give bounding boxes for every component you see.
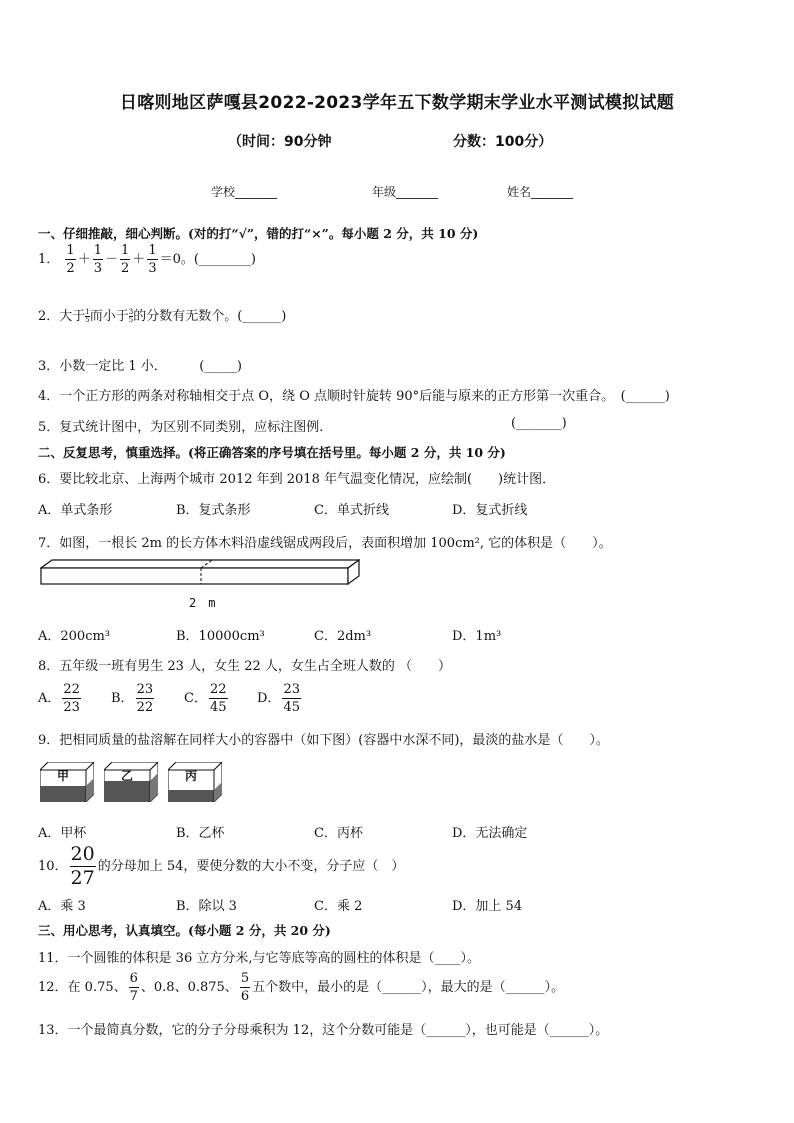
q8-fraction-b: $\frac{23}{22}$ xyxy=(136,682,154,715)
score-label: 分数：100分） xyxy=(453,134,553,150)
q2-text-a: 2．大于 xyxy=(38,309,86,324)
q1-fraction-4: $\frac{1}{3}$ xyxy=(148,243,157,276)
grade-field[interactable]: 年级_______ xyxy=(372,185,439,199)
cup-label-yi: 乙 xyxy=(121,769,134,783)
q5-blank[interactable]: (_______) xyxy=(511,416,567,431)
question-10 xyxy=(38,845,404,888)
question-8: 8．五年级一班有男生 23 人，女生 22 人，女生占全班人数的 （ ） xyxy=(38,659,452,674)
question-9: 9．把相同质量的盐溶解在同样大小的容器中（如下图）(容器中水深不同)，最淡的盐水是（ ）。 xyxy=(38,733,609,748)
q1-number: 1． xyxy=(38,252,60,267)
q1-fraction-3: $\frac{1}{2}$ xyxy=(121,243,130,276)
question-7: 7．如图，一根长 2m 的长方体木料沿虚线锯成两段后，表面积增加 100cm², 它的体积是（ ）。 xyxy=(38,536,612,551)
q8-option-d[interactable]: D． $\frac{23}{45}$ xyxy=(257,682,300,715)
q2-text-c: 的分数有无数个。(______) xyxy=(133,309,287,324)
q8-option-a[interactable]: A． $\frac{22}{23}$ xyxy=(38,682,80,715)
question-13: 13．一个最简真分数，它的分子分母乘积为 12，这个分数可能是（______），也可能是（______）。 xyxy=(38,1023,609,1038)
q8-fraction-c: $\frac{22}{45}$ xyxy=(209,682,227,715)
q10-fraction: $\frac{20}{27}$ xyxy=(70,843,95,889)
q8-fraction-a: $\frac{22}{23}$ xyxy=(63,682,80,715)
q7-option-a[interactable]: A．200cm³ xyxy=(38,629,111,644)
section-3-heading: 三、用心思考，认真填空。(每小题 2 分，共 20 分) xyxy=(38,923,331,938)
section-1-heading: 一、仔细推敲，细心判断。(对的打“√”，错的打“×”。每小题 2 分，共 10 分) xyxy=(38,226,479,241)
q10-option-a[interactable]: A．乘 3 xyxy=(38,899,86,914)
q1-fraction-1: $\frac{1}{2}$ xyxy=(66,243,75,276)
q8-option-b[interactable]: B． $\frac{23}{22}$ xyxy=(111,682,154,715)
q12-fraction-2: $\frac{5}{6}$ xyxy=(240,971,250,1004)
q1-tail: ＝0。(________) xyxy=(159,252,257,267)
question-1: 1． $\frac{1}{2}$ ＋ $\frac{1}{3}$ － $\frac{1}{2}$ ＋ $\frac{1}{3}$ ＝0。(________) xyxy=(38,243,257,276)
question-5: 5．复式统计图中，为区别不同类别，应标注图例. xyxy=(38,420,324,435)
question-11: 11．一个圆锥的体积是 36 立方分米,与它等底等高的圆柱的体积是（____）。 xyxy=(38,951,480,966)
q10-number: 10． xyxy=(38,859,68,874)
question-4: 4．一个正方形的两条对称轴相交于点 O，绕 O 点顺时针旋转 90°后能与原来的正方形第一次重合。 (______) xyxy=(38,389,670,404)
name-field[interactable]: 姓名_______ xyxy=(507,185,574,199)
q7-option-b[interactable]: B．10000cm³ xyxy=(176,629,265,644)
q2-fraction-1: $\frac{1}{5}$ xyxy=(85,308,90,324)
q9-option-d[interactable]: D．无法确定 xyxy=(452,826,528,841)
q2-text-b: 而小于 xyxy=(89,309,129,324)
question-6: 6．要比较北京、上海两个城市 2012 年到 2018 年气温变化情况，应绘制( )统计图． xyxy=(38,472,556,487)
q10-option-c[interactable]: C．乘 2 xyxy=(314,899,363,914)
q10-option-b[interactable]: B．除以 3 xyxy=(176,899,237,914)
q9-option-b[interactable]: B．乙杯 xyxy=(176,826,225,841)
time-label: （时间：90分钟 xyxy=(228,134,332,150)
cup-label-jia: 甲 xyxy=(57,769,70,783)
page-title: 日喀则地区萨嘎县2022-2023学年五下数学期末学业水平测试模拟试题 xyxy=(119,93,675,113)
school-field[interactable]: 学校_______ xyxy=(211,185,278,199)
cup-label-bing: 丙 xyxy=(185,769,198,783)
q10-option-d[interactable]: D．加上 54 xyxy=(452,899,523,914)
q12-fraction-1: $\frac{6}{7}$ xyxy=(129,971,138,1004)
board-length-label: 2 m xyxy=(189,596,216,610)
q9-option-a[interactable]: A．甲杯 xyxy=(38,826,87,841)
q6-option-c[interactable]: C．单式折线 xyxy=(314,503,389,518)
q8-fraction-d: $\frac{23}{45}$ xyxy=(283,682,300,715)
q9-option-c[interactable]: C．丙杯 xyxy=(314,826,363,841)
q6-option-d[interactable]: D．复式折线 xyxy=(452,503,528,518)
q7-option-c[interactable]: C．2dm³ xyxy=(314,629,372,644)
question-12 xyxy=(38,972,564,1003)
q6-option-b[interactable]: B．复式条形 xyxy=(176,503,251,518)
question-2 xyxy=(38,305,286,324)
q12-text-b: 、0.8、0.875、 xyxy=(140,980,238,995)
q10-text: 的分母加上 54，要使分数的大小不变，分子应（ ） xyxy=(97,859,405,874)
q12-text-a: 12．在 0.75、 xyxy=(38,980,127,995)
q7-option-d[interactable]: D．1m³ xyxy=(452,629,502,644)
q6-option-a[interactable]: A．单式条形 xyxy=(38,503,113,518)
wood-board-figure xyxy=(40,558,360,590)
q1-fraction-2: $\frac{1}{3}$ xyxy=(93,243,102,276)
section-2-heading: 二、反复思考，慎重选择。(将正确答案的序号填在括号里。每小题 2 分，共 10 分) xyxy=(38,445,506,460)
q12-text-c: 五个数中，最小的是（______），最大的是（______）。 xyxy=(252,980,565,995)
q2-fraction-2: $\frac{3}{5}$ xyxy=(128,308,134,324)
question-3: 3．小数一定比 1 小． (_____) xyxy=(38,359,242,374)
q8-option-c[interactable]: C． $\frac{22}{45}$ xyxy=(184,682,227,715)
